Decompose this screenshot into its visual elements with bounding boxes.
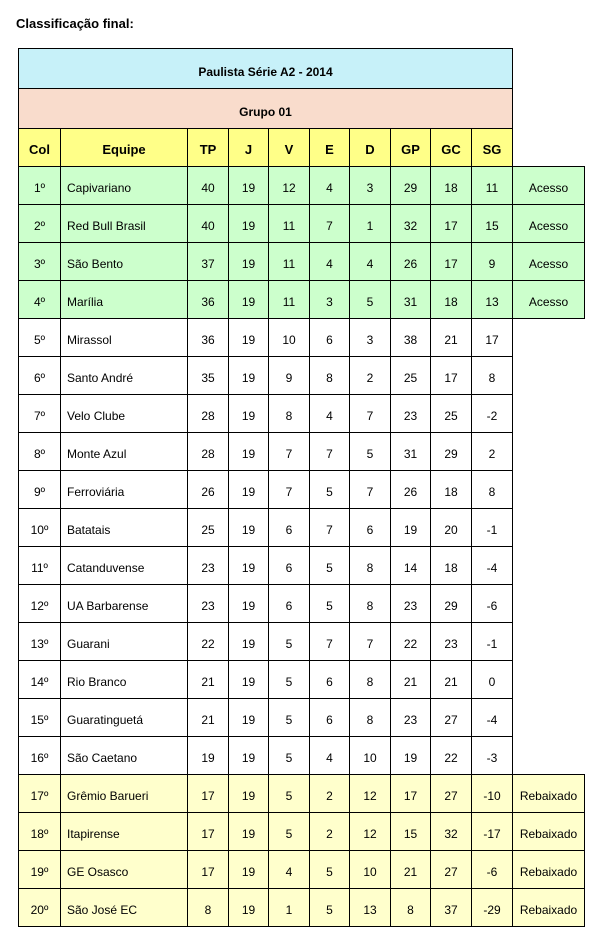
draws-cell: 4	[310, 167, 350, 205]
goals-against-cell: 23	[431, 623, 472, 661]
position-cell: 12º	[19, 585, 61, 623]
wins-cell: 5	[269, 813, 310, 851]
goals-against-cell: 21	[431, 319, 472, 357]
table-row	[19, 205, 585, 243]
wins-cell: 5	[269, 775, 310, 813]
draws-cell: 7	[310, 623, 350, 661]
status-cell	[513, 395, 585, 433]
status-cell	[513, 623, 585, 661]
goal-difference-cell: 0	[472, 661, 513, 699]
losses-cell: 13	[350, 889, 391, 927]
wins-cell: 11	[269, 281, 310, 319]
played-cell: 19	[229, 813, 269, 851]
points-cell: 21	[188, 699, 229, 737]
draws-cell: 5	[310, 547, 350, 585]
draws-cell: 2	[310, 813, 350, 851]
team-name-cell: Guaratinguetá	[61, 699, 188, 737]
table-row	[19, 547, 585, 585]
goals-for-cell: 21	[391, 851, 431, 889]
goals-against-cell: 27	[431, 775, 472, 813]
status-cell	[513, 699, 585, 737]
group-title: Grupo 01	[19, 89, 513, 129]
played-cell: 19	[229, 471, 269, 509]
team-name-cell: Mirassol	[61, 319, 188, 357]
losses-cell: 7	[350, 623, 391, 661]
points-cell: 17	[188, 775, 229, 813]
column-header: D	[350, 129, 391, 167]
points-cell: 25	[188, 509, 229, 547]
position-cell: 4º	[19, 281, 61, 319]
goals-for-cell: 23	[391, 699, 431, 737]
goals-against-cell: 29	[431, 433, 472, 471]
goals-against-cell: 18	[431, 471, 472, 509]
table-row	[19, 167, 585, 205]
losses-cell: 7	[350, 471, 391, 509]
points-cell: 40	[188, 167, 229, 205]
team-name-cell: Batatais	[61, 509, 188, 547]
losses-cell: 10	[350, 737, 391, 775]
wins-cell: 5	[269, 737, 310, 775]
goals-for-cell: 29	[391, 167, 431, 205]
table-row	[19, 699, 585, 737]
team-name-cell: Guarani	[61, 623, 188, 661]
draws-cell: 5	[310, 471, 350, 509]
position-cell: 6º	[19, 357, 61, 395]
points-cell: 17	[188, 813, 229, 851]
table-row	[19, 433, 585, 471]
wins-cell: 11	[269, 205, 310, 243]
goals-for-cell: 19	[391, 509, 431, 547]
goals-against-cell: 18	[431, 547, 472, 585]
column-header-row	[19, 129, 585, 167]
goals-against-cell: 22	[431, 737, 472, 775]
goal-difference-cell: -3	[472, 737, 513, 775]
points-cell: 23	[188, 547, 229, 585]
table-row	[19, 851, 585, 889]
goal-difference-cell: -4	[472, 699, 513, 737]
losses-cell: 8	[350, 547, 391, 585]
status-cell	[513, 737, 585, 775]
played-cell: 19	[229, 357, 269, 395]
played-cell: 19	[229, 851, 269, 889]
played-cell: 19	[229, 699, 269, 737]
losses-cell: 5	[350, 281, 391, 319]
table-title-row	[19, 49, 585, 89]
goal-difference-cell: 2	[472, 433, 513, 471]
status-cell	[513, 319, 585, 357]
losses-cell: 3	[350, 319, 391, 357]
column-header: E	[310, 129, 350, 167]
goal-difference-cell: 15	[472, 205, 513, 243]
column-header: GP	[391, 129, 431, 167]
wins-cell: 11	[269, 243, 310, 281]
team-name-cell: Santo André	[61, 357, 188, 395]
wins-cell: 12	[269, 167, 310, 205]
goal-difference-cell: -6	[472, 585, 513, 623]
draws-cell: 5	[310, 851, 350, 889]
status-cell: Rebaixado	[513, 851, 585, 889]
table-row	[19, 737, 585, 775]
draws-cell: 7	[310, 433, 350, 471]
team-name-cell: Capivariano	[61, 167, 188, 205]
played-cell: 19	[229, 661, 269, 699]
status-cell: Acesso	[513, 281, 585, 319]
goals-for-cell: 38	[391, 319, 431, 357]
wins-cell: 10	[269, 319, 310, 357]
draws-cell: 5	[310, 889, 350, 927]
goals-against-cell: 37	[431, 889, 472, 927]
losses-cell: 2	[350, 357, 391, 395]
status-cell	[513, 585, 585, 623]
goals-against-cell: 20	[431, 509, 472, 547]
played-cell: 19	[229, 205, 269, 243]
position-cell: 16º	[19, 737, 61, 775]
column-header: V	[269, 129, 310, 167]
status-cell	[513, 547, 585, 585]
points-cell: 28	[188, 395, 229, 433]
goals-against-cell: 25	[431, 395, 472, 433]
column-header: GC	[431, 129, 472, 167]
points-cell: 28	[188, 433, 229, 471]
goals-for-cell: 19	[391, 737, 431, 775]
table-row	[19, 661, 585, 699]
points-cell: 35	[188, 357, 229, 395]
points-cell: 8	[188, 889, 229, 927]
goals-against-cell: 27	[431, 851, 472, 889]
goals-for-cell: 26	[391, 471, 431, 509]
goals-for-cell: 23	[391, 585, 431, 623]
table-row	[19, 623, 585, 661]
draws-cell: 3	[310, 281, 350, 319]
team-name-cell: Red Bull Brasil	[61, 205, 188, 243]
column-header: Equipe	[61, 129, 188, 167]
points-cell: 36	[188, 281, 229, 319]
status-cell: Rebaixado	[513, 813, 585, 851]
table-row	[19, 281, 585, 319]
table-row	[19, 395, 585, 433]
draws-cell: 4	[310, 243, 350, 281]
goals-for-cell: 17	[391, 775, 431, 813]
wins-cell: 8	[269, 395, 310, 433]
played-cell: 19	[229, 775, 269, 813]
position-cell: 2º	[19, 205, 61, 243]
goals-against-cell: 21	[431, 661, 472, 699]
points-cell: 23	[188, 585, 229, 623]
goals-for-cell: 15	[391, 813, 431, 851]
status-cell	[513, 661, 585, 699]
team-name-cell: São Bento	[61, 243, 188, 281]
column-header: SG	[472, 129, 513, 167]
team-name-cell: Catanduvense	[61, 547, 188, 585]
draws-cell: 6	[310, 319, 350, 357]
points-cell: 40	[188, 205, 229, 243]
draws-cell: 5	[310, 585, 350, 623]
played-cell: 19	[229, 623, 269, 661]
position-cell: 14º	[19, 661, 61, 699]
position-cell: 5º	[19, 319, 61, 357]
losses-cell: 10	[350, 851, 391, 889]
position-cell: 9º	[19, 471, 61, 509]
goal-difference-cell: -29	[472, 889, 513, 927]
status-cell	[513, 433, 585, 471]
played-cell: 19	[229, 167, 269, 205]
table-row	[19, 357, 585, 395]
goals-against-cell: 29	[431, 585, 472, 623]
played-cell: 19	[229, 585, 269, 623]
wins-cell: 5	[269, 623, 310, 661]
points-cell: 19	[188, 737, 229, 775]
draws-cell: 7	[310, 509, 350, 547]
table-row	[19, 243, 585, 281]
position-cell: 15º	[19, 699, 61, 737]
goals-against-cell: 17	[431, 205, 472, 243]
goal-difference-cell: -4	[472, 547, 513, 585]
position-cell: 17º	[19, 775, 61, 813]
goals-against-cell: 32	[431, 813, 472, 851]
played-cell: 19	[229, 547, 269, 585]
played-cell: 19	[229, 319, 269, 357]
position-cell: 3º	[19, 243, 61, 281]
played-cell: 19	[229, 243, 269, 281]
losses-cell: 8	[350, 585, 391, 623]
goals-against-cell: 27	[431, 699, 472, 737]
wins-cell: 4	[269, 851, 310, 889]
status-cell: Rebaixado	[513, 775, 585, 813]
table-row	[19, 509, 585, 547]
losses-cell: 8	[350, 699, 391, 737]
team-name-cell: Rio Branco	[61, 661, 188, 699]
played-cell: 19	[229, 395, 269, 433]
position-cell: 11º	[19, 547, 61, 585]
goals-for-cell: 22	[391, 623, 431, 661]
goal-difference-cell: -10	[472, 775, 513, 813]
table-title: Paulista Série A2 - 2014	[19, 49, 513, 89]
goal-difference-cell: -1	[472, 623, 513, 661]
played-cell: 19	[229, 889, 269, 927]
column-header: J	[229, 129, 269, 167]
goals-for-cell: 32	[391, 205, 431, 243]
goals-for-cell: 31	[391, 281, 431, 319]
table-row	[19, 471, 585, 509]
team-name-cell: São José EC	[61, 889, 188, 927]
wins-cell: 6	[269, 509, 310, 547]
position-cell: 13º	[19, 623, 61, 661]
draws-cell: 2	[310, 775, 350, 813]
losses-cell: 6	[350, 509, 391, 547]
goal-difference-cell: 13	[472, 281, 513, 319]
team-name-cell: Velo Clube	[61, 395, 188, 433]
points-cell: 21	[188, 661, 229, 699]
goal-difference-cell: 8	[472, 357, 513, 395]
goal-difference-cell: -2	[472, 395, 513, 433]
team-name-cell: São Caetano	[61, 737, 188, 775]
wins-cell: 1	[269, 889, 310, 927]
points-cell: 37	[188, 243, 229, 281]
draws-cell: 7	[310, 205, 350, 243]
table-row	[19, 319, 585, 357]
draws-cell: 6	[310, 699, 350, 737]
position-cell: 7º	[19, 395, 61, 433]
played-cell: 19	[229, 737, 269, 775]
team-name-cell: Marília	[61, 281, 188, 319]
status-cell	[513, 357, 585, 395]
page-heading: Classificação final:	[16, 16, 134, 31]
played-cell: 19	[229, 509, 269, 547]
team-name-cell: Grêmio Barueri	[61, 775, 188, 813]
losses-cell: 7	[350, 395, 391, 433]
losses-cell: 12	[350, 775, 391, 813]
goals-for-cell: 31	[391, 433, 431, 471]
goals-for-cell: 23	[391, 395, 431, 433]
goals-for-cell: 25	[391, 357, 431, 395]
position-cell: 10º	[19, 509, 61, 547]
draws-cell: 8	[310, 357, 350, 395]
goal-difference-cell: -17	[472, 813, 513, 851]
points-cell: 36	[188, 319, 229, 357]
column-header: TP	[188, 129, 229, 167]
status-cell: Acesso	[513, 167, 585, 205]
position-cell: 19º	[19, 851, 61, 889]
losses-cell: 12	[350, 813, 391, 851]
goal-difference-cell: -6	[472, 851, 513, 889]
table-row	[19, 813, 585, 851]
draws-cell: 4	[310, 737, 350, 775]
losses-cell: 4	[350, 243, 391, 281]
goals-for-cell: 8	[391, 889, 431, 927]
standings-table	[18, 48, 585, 927]
wins-cell: 5	[269, 661, 310, 699]
status-cell: Acesso	[513, 243, 585, 281]
losses-cell: 3	[350, 167, 391, 205]
draws-cell: 6	[310, 661, 350, 699]
goals-against-cell: 17	[431, 243, 472, 281]
wins-cell: 6	[269, 585, 310, 623]
points-cell: 17	[188, 851, 229, 889]
goal-difference-cell: 8	[472, 471, 513, 509]
goals-against-cell: 17	[431, 357, 472, 395]
losses-cell: 8	[350, 661, 391, 699]
column-header: Col	[19, 129, 61, 167]
group-row	[19, 89, 585, 129]
table-row	[19, 775, 585, 813]
position-cell: 1º	[19, 167, 61, 205]
wins-cell: 7	[269, 471, 310, 509]
goals-against-cell: 18	[431, 167, 472, 205]
goal-difference-cell: -1	[472, 509, 513, 547]
status-cell	[513, 471, 585, 509]
goals-for-cell: 14	[391, 547, 431, 585]
draws-cell: 4	[310, 395, 350, 433]
losses-cell: 5	[350, 433, 391, 471]
wins-cell: 6	[269, 547, 310, 585]
goal-difference-cell: 11	[472, 167, 513, 205]
team-name-cell: Itapirense	[61, 813, 188, 851]
team-name-cell: GE Osasco	[61, 851, 188, 889]
position-cell: 18º	[19, 813, 61, 851]
goals-for-cell: 26	[391, 243, 431, 281]
points-cell: 22	[188, 623, 229, 661]
status-cell: Acesso	[513, 205, 585, 243]
losses-cell: 1	[350, 205, 391, 243]
played-cell: 19	[229, 433, 269, 471]
goal-difference-cell: 17	[472, 319, 513, 357]
wins-cell: 5	[269, 699, 310, 737]
team-name-cell: Ferroviária	[61, 471, 188, 509]
wins-cell: 7	[269, 433, 310, 471]
points-cell: 26	[188, 471, 229, 509]
table-row	[19, 889, 585, 927]
team-name-cell: Monte Azul	[61, 433, 188, 471]
wins-cell: 9	[269, 357, 310, 395]
goals-against-cell: 18	[431, 281, 472, 319]
table-row	[19, 585, 585, 623]
played-cell: 19	[229, 281, 269, 319]
team-name-cell: UA Barbarense	[61, 585, 188, 623]
position-cell: 8º	[19, 433, 61, 471]
status-cell: Rebaixado	[513, 889, 585, 927]
goal-difference-cell: 9	[472, 243, 513, 281]
status-cell	[513, 509, 585, 547]
position-cell: 20º	[19, 889, 61, 927]
goals-for-cell: 21	[391, 661, 431, 699]
